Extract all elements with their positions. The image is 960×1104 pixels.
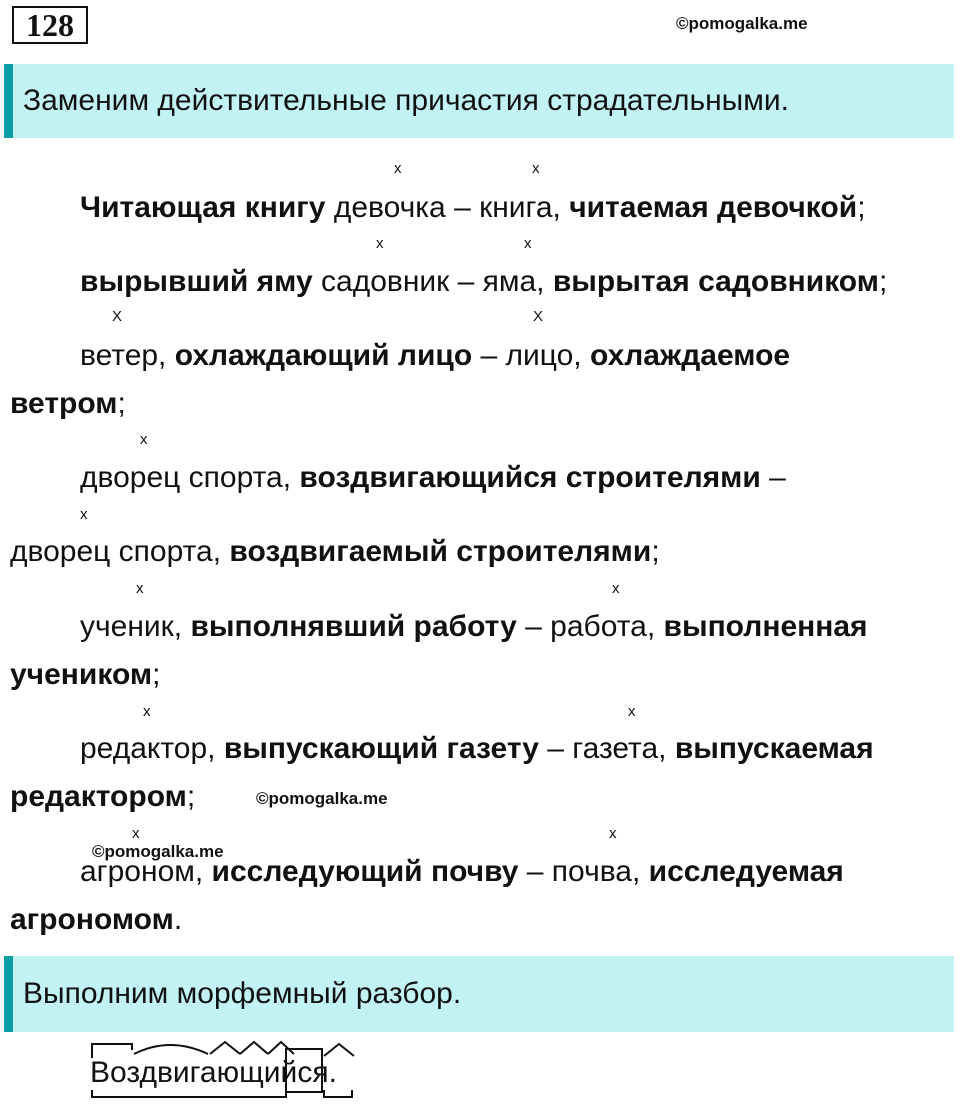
- text-line: ветром;: [10, 387, 126, 420]
- text-line: дворец спорта, воздвигаемый строителями;: [10, 535, 660, 568]
- stress-mark: x: [628, 703, 636, 720]
- stress-mark: x: [376, 235, 384, 252]
- text-line: ветер, охлаждающий лицо – лицо, охлаждаемое: [80, 339, 791, 372]
- text-line: редактором;: [10, 780, 196, 813]
- watermark-top: ©pomogalka.me: [676, 14, 808, 33]
- stress-mark: x: [394, 160, 402, 177]
- text-line: учеником;: [10, 658, 161, 691]
- stress-mark: x: [612, 580, 620, 597]
- text-line: ученик, выполнявший работу – работа, выполненная: [80, 610, 868, 643]
- watermark-middle: ©pomogalka.me: [256, 789, 388, 808]
- text-line: дворец спорта, воздвигающийся строителями –: [80, 461, 786, 494]
- text-line: агроном, исследующий почву – почва, исследуемая: [80, 855, 844, 888]
- text-line: редактор, выпускающий газету – газета, выпускаемая: [80, 732, 874, 765]
- stress-mark: X: [533, 308, 544, 325]
- stress-mark: x: [524, 235, 532, 252]
- stress-mark: x: [532, 160, 540, 177]
- stress-mark: x: [136, 580, 144, 597]
- watermark-lower: ©pomogalka.me: [92, 842, 224, 861]
- task-number: 128: [12, 6, 88, 44]
- text-line: вырывший яму садовник – яма, вырытая садовником;: [80, 265, 888, 298]
- morpheme-word: Воздвигающийся: [90, 1056, 329, 1089]
- stress-mark: x: [609, 825, 617, 842]
- stress-mark: x: [140, 431, 148, 448]
- stress-mark: X: [112, 308, 123, 325]
- stress-mark: x: [80, 506, 88, 523]
- morpheme-period: .: [328, 1056, 337, 1089]
- morpheme-analysis: [90, 1054, 337, 1092]
- morpheme-banner: Выполним морфемный разбор.: [4, 956, 954, 1032]
- text-line: Читающая книгу девочка – книга, читаемая девочкой;: [80, 191, 866, 224]
- morpheme-marks: [90, 1040, 370, 1104]
- stress-mark: x: [143, 703, 151, 720]
- instruction-banner: Заменим действительные причастия страдательными.: [4, 64, 954, 138]
- stress-mark: x: [132, 825, 140, 842]
- text-line: агрономом.: [10, 903, 183, 936]
